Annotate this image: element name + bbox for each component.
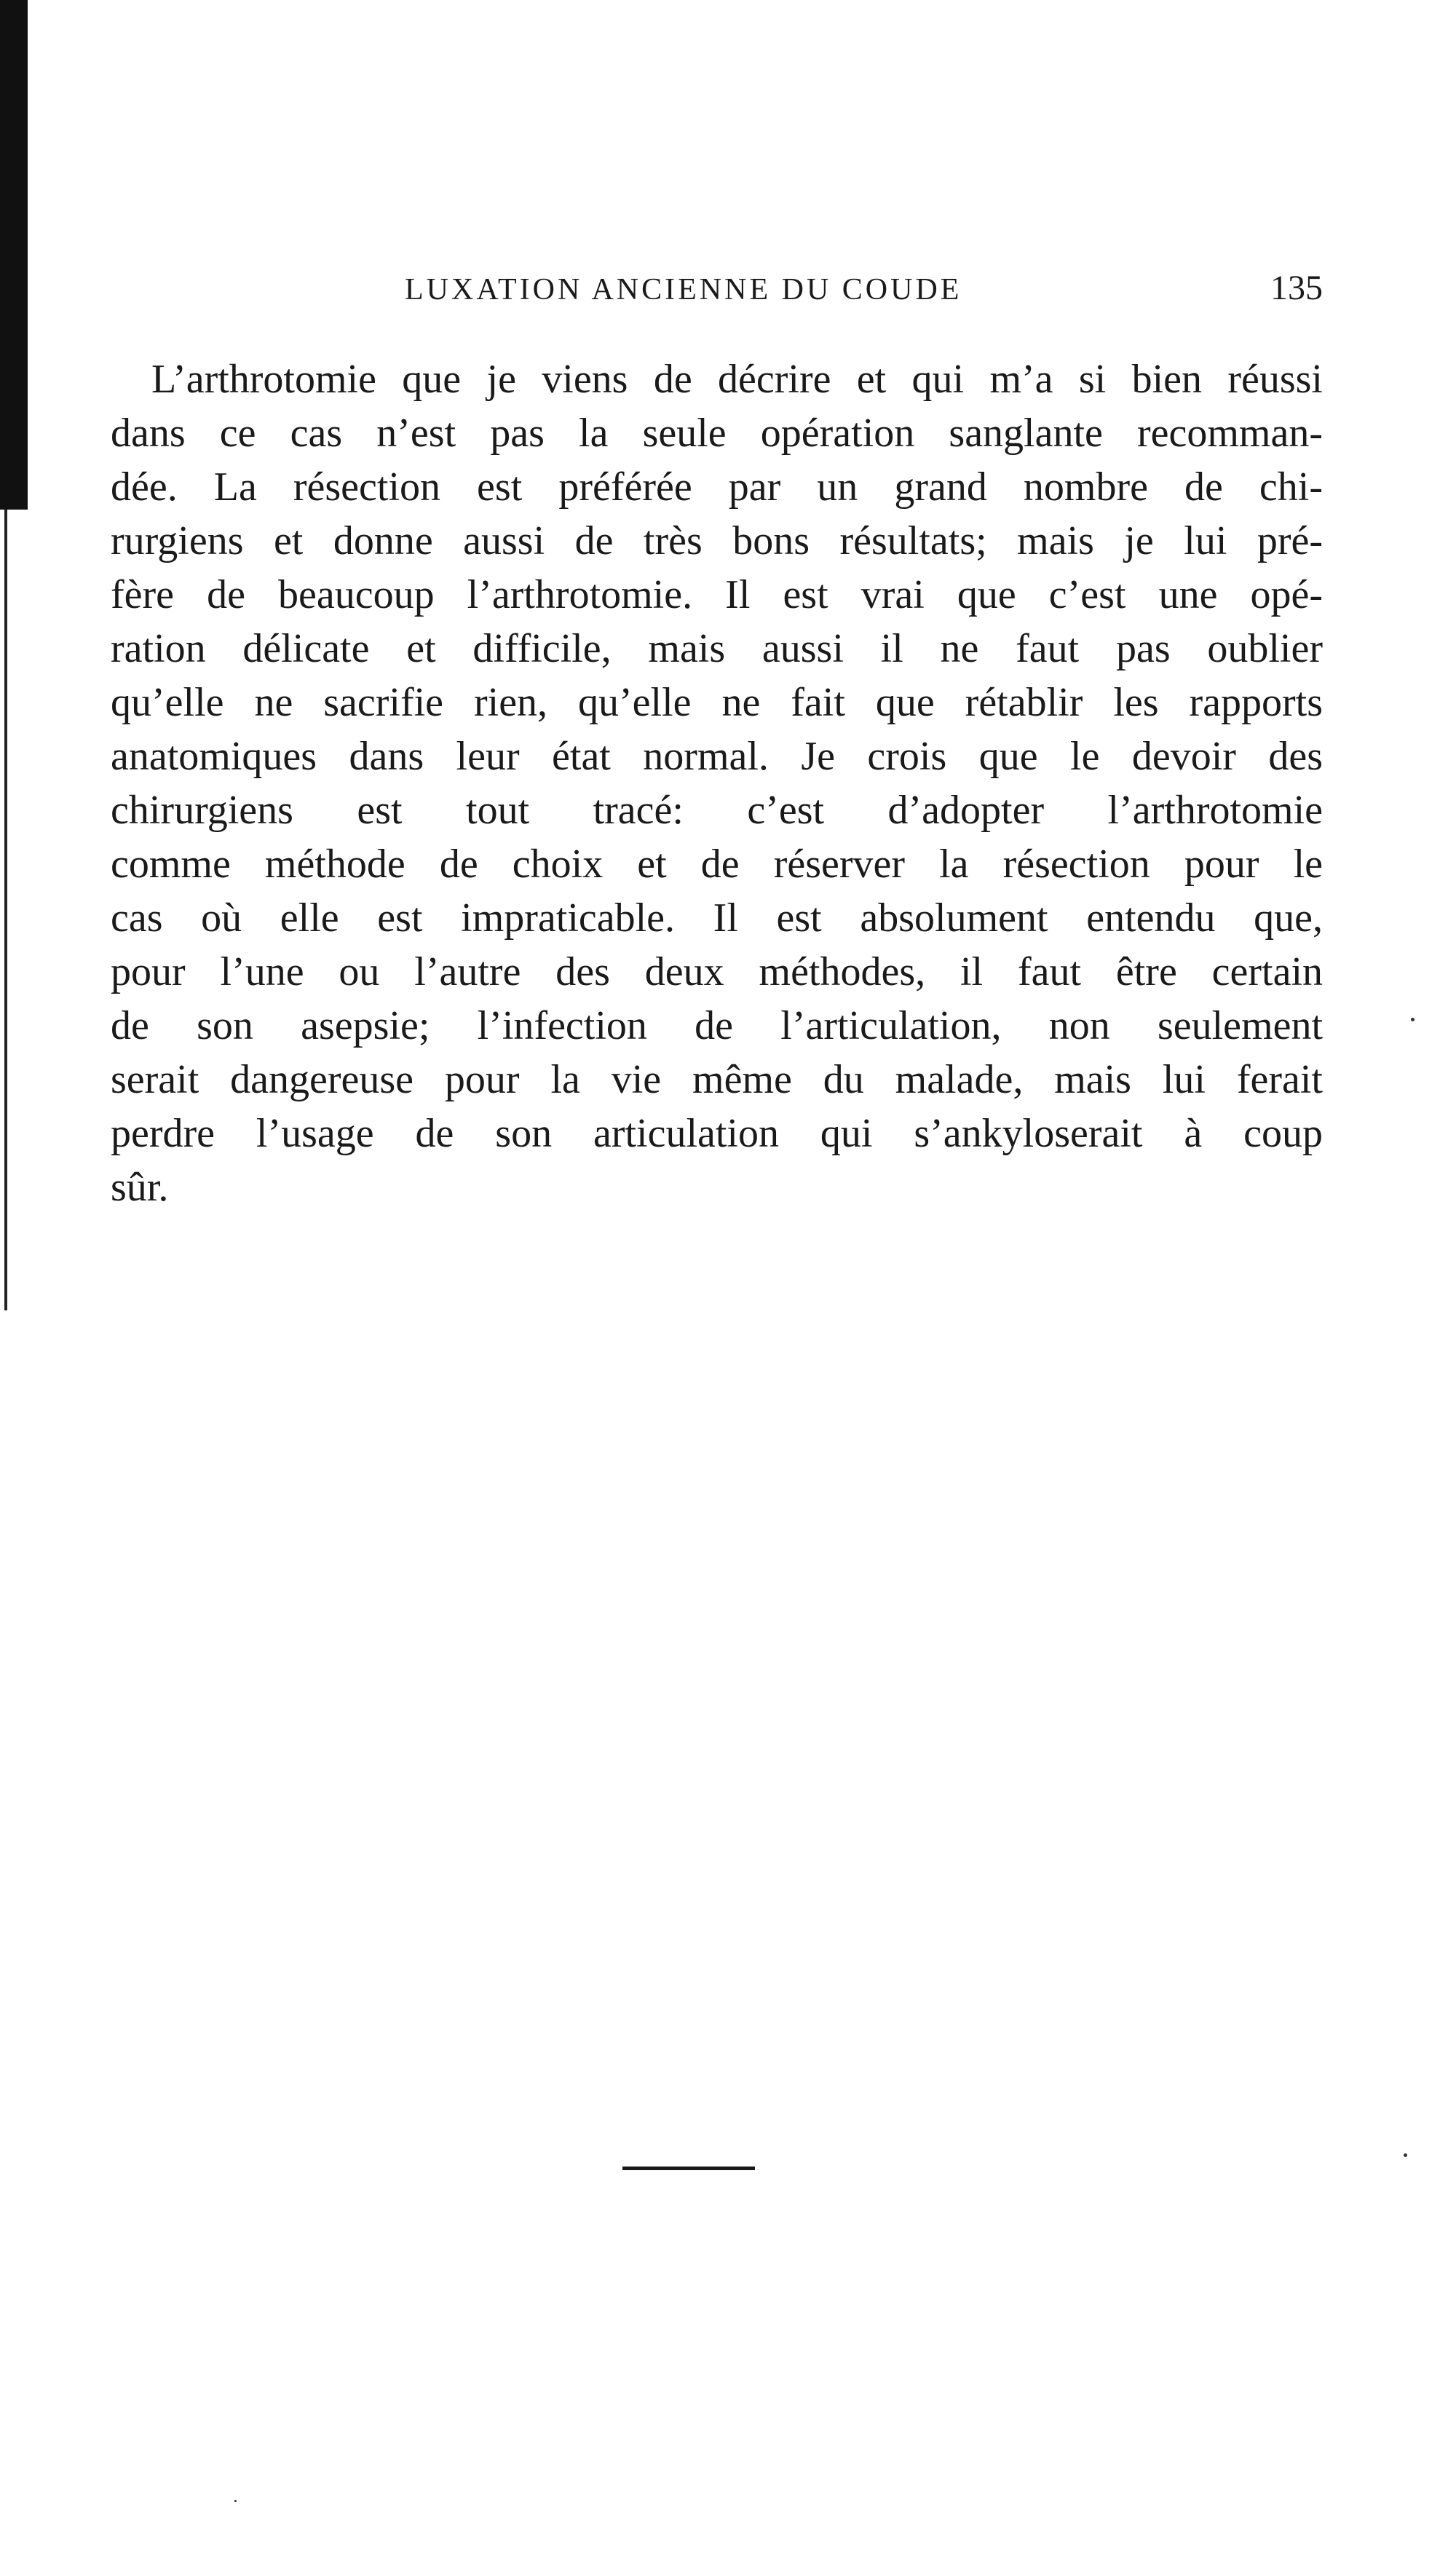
scan-speck bbox=[234, 2500, 237, 2502]
scan-edge-line bbox=[4, 510, 7, 1310]
page-number: 135 bbox=[1270, 269, 1323, 307]
text-line: comme méthode de choix et de réserver la résection pour le bbox=[111, 842, 1323, 887]
scan-speck bbox=[1411, 1018, 1415, 1021]
scan-edge-shadow bbox=[0, 0, 28, 510]
text-line: L’arthrotomie que je viens de décrire et qui m’a si bien réussi bbox=[151, 357, 1323, 402]
text-line: ration délicate et difficile, mais aussi il ne faut pas oublier bbox=[111, 626, 1323, 671]
text-line: dée. La résection est préférée par un grand nombre de chi- bbox=[111, 464, 1323, 510]
text-line: de son asepsie; l’infection de l’articulation, non seulement bbox=[111, 1003, 1323, 1048]
running-title: LUXATION ANCIENNE DU COUDE bbox=[405, 273, 962, 306]
running-head bbox=[111, 262, 1323, 320]
text-line: perdre l’usage de son articulation qui s’ankyloserait à coup bbox=[111, 1111, 1323, 1156]
text-line: pour l’une ou l’autre des deux méthodes, il faut être certain bbox=[111, 949, 1323, 994]
body-paragraph bbox=[111, 352, 1323, 1214]
text-line: qu’elle ne sacrifie rien, qu’elle ne fait que rétablir les rapports bbox=[111, 680, 1323, 725]
text-line: sûr. bbox=[111, 1165, 169, 1210]
text-line: dans ce cas n’est pas la seule opération sanglante recomman- bbox=[111, 411, 1323, 456]
book-page bbox=[111, 262, 1323, 1214]
text-line: rurgiens et donne aussi de très bons résultats; mais je lui pré- bbox=[111, 518, 1323, 563]
text-line: chirurgiens est tout tracé: c’est d’adopter l’arthrotomie bbox=[111, 788, 1323, 833]
text-line: fère de beaucoup l’arthrotomie. Il est vrai que c’est une opé- bbox=[111, 572, 1323, 617]
text-line: cas où elle est impraticable. Il est absolument entendu que, bbox=[111, 895, 1323, 941]
text-line: serait dangereuse pour la vie même du malade, mais lui ferait bbox=[111, 1057, 1323, 1102]
scan-speck bbox=[1404, 2153, 1407, 2157]
text-line: anatomiques dans leur état normal. Je crois que le devoir des bbox=[111, 734, 1323, 779]
end-rule bbox=[622, 2167, 755, 2170]
